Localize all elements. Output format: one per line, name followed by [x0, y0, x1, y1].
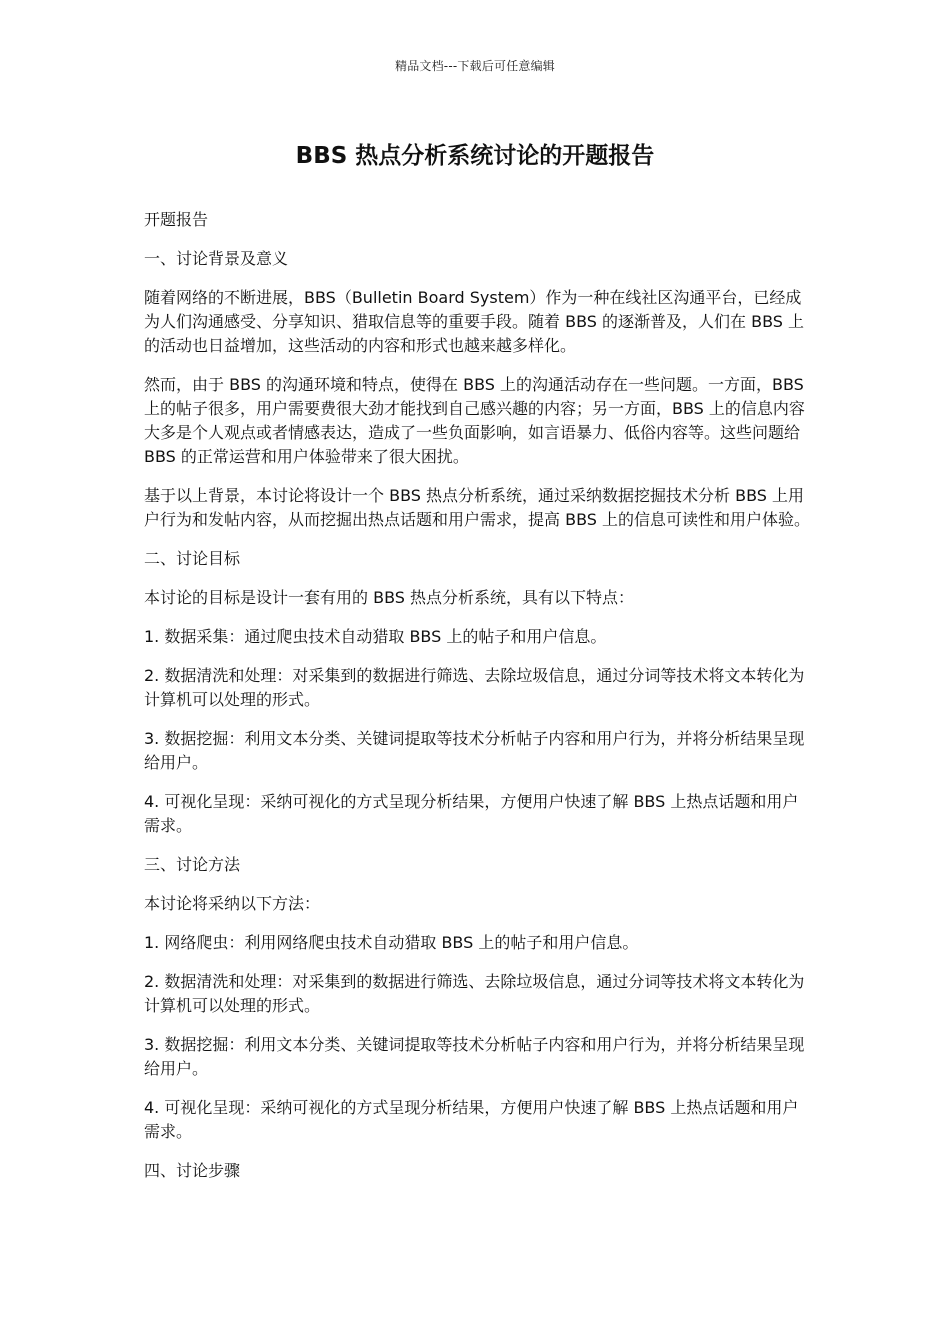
list-item: 4. 可视化呈现：采纳可视化的方式呈现分析结果，方便用户快速了解 BBS 上热点话题和用户需求。	[144, 1098, 799, 1141]
body-paragraph: 然而，由于 BBS 的沟通环境和特点，使得在 BBS 上的沟通活动存在一些问题。一方面，BBS 上的帖子很多，用户需要费很大劲才能找到自己感兴趣的内容；另一方面，BBS 上的信息内容大多是个人观点或者情感表达，造成了一些负面影响，如言语暴力、低俗内容等。这些问题给 BBS 的正常运营和用户体验带来了很大困扰。	[144, 375, 805, 466]
body-paragraph: 基于以上背景，本讨论将设计一个 BBS 热点分析系统，通过采纳数据挖掘技术分析 BBS 上用户行为和发帖内容，从而挖掘出热点话题和用户需求，提高 BBS 上的信息可读性和用户体验。	[144, 486, 811, 529]
document-title: BBS 热点分析系统讨论的开题报告	[295, 143, 655, 169]
list-item: 2. 数据清洗和处理：对采集到的数据进行筛选、去除垃圾信息，通过分词等技术将文本转化为计算机可以处理的形式。	[144, 666, 805, 709]
section-label: 开题报告	[144, 210, 209, 229]
list-item: 3. 数据挖掘：利用文本分类、关键词提取等技术分析帖子内容和用户行为，并将分析结果呈现给用户。	[144, 729, 805, 772]
list-item: 2. 数据清洗和处理：对采集到的数据进行筛选、去除垃圾信息，通过分词等技术将文本转化为计算机可以处理的形式。	[144, 972, 805, 1015]
list-item: 1. 网络爬虫：利用网络爬虫技术自动猎取 BBS 上的帖子和用户信息。	[144, 933, 639, 952]
body-paragraph: 本讨论的目标是设计一套有用的 BBS 热点分析系统，具有以下特点：	[144, 588, 635, 607]
section-heading-steps: 四、讨论步骤	[144, 1161, 241, 1180]
page-header-watermark: 精品文档---下载后可任意编辑	[395, 59, 555, 73]
section-heading-background: 一、讨论背景及意义	[144, 249, 289, 268]
list-item: 4. 可视化呈现：采纳可视化的方式呈现分析结果，方便用户快速了解 BBS 上热点话题和用户需求。	[144, 792, 799, 835]
section-heading-methods: 三、讨论方法	[144, 855, 241, 874]
document-body	[144, 208, 810, 1198]
list-item: 1. 数据采集：通过爬虫技术自动猎取 BBS 上的帖子和用户信息。	[144, 627, 607, 646]
list-item: 3. 数据挖掘：利用文本分类、关键词提取等技术分析帖子内容和用户行为，并将分析结果呈现给用户。	[144, 1035, 805, 1078]
section-heading-goals: 二、讨论目标	[144, 549, 241, 568]
body-paragraph: 本讨论将采纳以下方法：	[144, 894, 321, 913]
body-paragraph: 随着网络的不断进展，BBS（Bulletin Board System）作为一种在线社区沟通平台，已经成为人们沟通感受、分享知识、猎取信息等的重要手段。随着 BBS 的逐渐普及，人们在 BBS 上的活动也日益增加，这些活动的内容和形式也越来越多样化。	[144, 288, 805, 355]
